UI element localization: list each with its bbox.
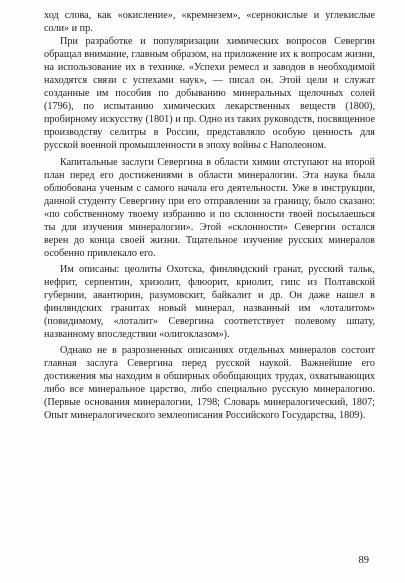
- page-number: 89: [358, 554, 369, 566]
- paragraph-chemistry-applications: При разработке и популяризации химических вопросов Севергин обращал внимание, главным образом, на приложение их к вопросам жизни, на использование их в технике. «Успехи ремесл и заводов в необходимой находятся связи с успехами наук», — писал он. Этой цели и служат созданные им пособия по добыванию минеральных щелочных солей (1796), по испытанию химических лекарственных веществ (1800), пробирному искусству (1801) и пр. Одно из таких руководств, посвященное производству селитры в России, представляло особую ценность для русской военной промышленности в эпоху войны с Наполеоном.: [44, 36, 375, 152]
- paragraph-described-minerals: Им описаны: цеолиты Охотска, финляндский гранат, русский тальк, нефрит, серпентин, хризолит, флюорит, криолит, гипс из Полтавской губернии, авантюрин, разумовскит, байкалит и др. Он даже нашел в финляндских гранитах новый минерал, названный им «лоталитом» (повидимому, «лоталит» Севергина соответствует полевому шпату, названному впоследствии «олигоклазом»).: [44, 263, 375, 341]
- paragraph-mineralogy-merits: Капитальные заслуги Севергина в области химии отступают на второй план перед его достижениями в области минералогии. Эта наука была облюбована ученым с самого начала его деятельности. Уже в инструкции, данной студенту Севергину при его отправлении за границу, было сказано: «по собственному твоему избранию и по склонности твоей посылаешься ты для изучения минералогии». Этой «склонности» Севергин остался верен до конца своей жизни. Тщательное изучение русских минералов особенно привлекало его.: [44, 156, 375, 259]
- paragraph-main-works: Однако не в разрозненных описаниях отдельных минералов состоит главная заслуга Севергина перед русской наукой. Важнейшие его достижения мы находим в обширных обобщающих трудах, охватывающих либо все минеральное царство, либо специально русскую минералогию. (Первые основания минералогии, 1798; Словарь минералогический, 1807; Опыт минералогического землеописания Российского Государства, 1809).: [44, 345, 375, 422]
- paragraph-continuation: ход слова, как «окисление», «кремнезем», «сернокислые и углекислые соли» и пр.: [44, 10, 375, 35]
